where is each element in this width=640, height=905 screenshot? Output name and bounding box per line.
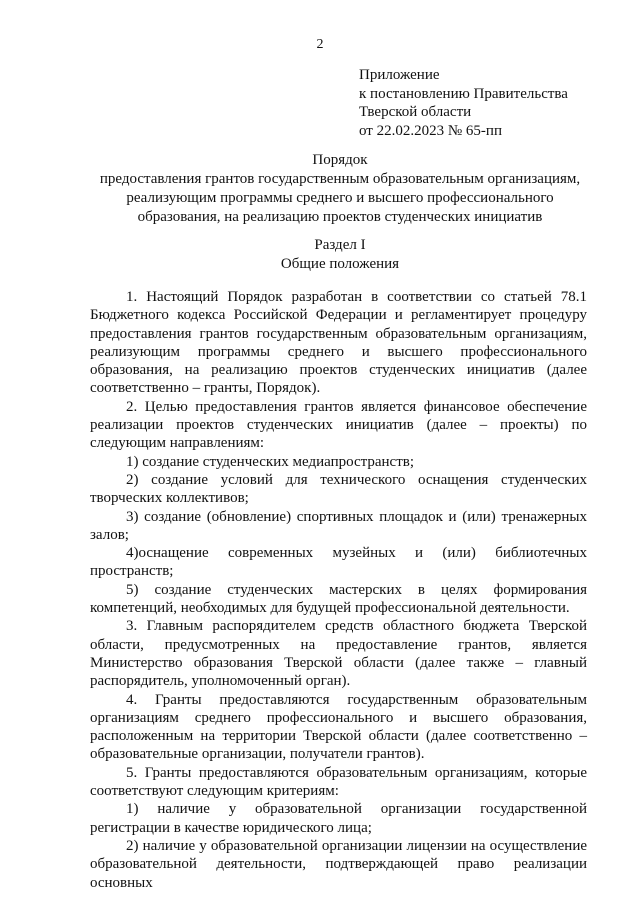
title-heading: Порядок <box>312 152 368 168</box>
paragraph: 3. Главным распорядителем средств областного бюджета Тверской области, предусмотренных на предоставление грантов, является Министерство образования Тверской области (далее также – главный распорядитель, уполномоченный орган). <box>90 618 587 690</box>
title-line-3: образования, на реализацию проектов студенческих инициатив <box>137 209 543 225</box>
paragraph: 1) создание студенческих медиапространств; <box>126 453 415 470</box>
appendix-line-4: от 22.02.2023 № 65-пп <box>359 122 502 139</box>
appendix-line-1: Приложение <box>359 67 440 83</box>
paragraph: 5) создание студенческих мастерских в целях формирования компетенций, необходимых для будущей профессиональной деятельности. <box>90 581 587 617</box>
appendix-line-2: к постановлению Правительства <box>359 85 568 102</box>
paragraph: 4. Гранты предоставляются государственным образовательным организациям среднего профессионального и высшего образования, расположенным на территории Тверской области (далее соответственно – образовательные организации, получатели грантов). <box>90 691 587 763</box>
paragraph: 3) создание (обновление) спортивных площадок и (или) тренажерных залов; <box>90 508 587 543</box>
title-line-2: реализующим программы среднего и высшего профессионального <box>126 190 554 206</box>
section-heading <box>90 236 590 274</box>
document-title <box>90 151 590 227</box>
paragraph: 1) наличие у образовательной организации государственной регистрации в качестве юридического лица; <box>90 801 587 836</box>
appendix-block <box>359 66 568 140</box>
appendix-line-3: Тверской области <box>359 104 472 120</box>
section-name: Общие положения <box>280 256 400 272</box>
paragraph: 2) наличие у образовательной организации лицензии на осуществление образовательной деятельности, подтверждающей право реализации основных <box>90 837 587 891</box>
section-number: Раздел I <box>314 237 366 253</box>
title-line-1: предоставления грантов государственным образовательным организациям, <box>99 171 581 187</box>
paragraph: 2. Целью предоставления грантов является финансовое обеспечение реализации проектов студенческих инициатив (далее – проекты) по следующим направлениям: <box>90 398 587 452</box>
paragraph: 4)оснащение современных музейных и (или) библиотечных пространств; <box>90 545 587 580</box>
paragraph: 1. Настоящий Порядок разработан в соответствии со статьей 78.1 Бюджетного кодекса Российской Федерации и регламентирует процедуру предоставления грантов государственным образовательным организациям, реализующим программы среднего и высшего профессионального образования, на реализацию проектов студенческих инициатив (далее соответственно – гранты, Порядок). <box>90 289 587 397</box>
paragraph: 2) создание условий для технического оснащения студенческих творческих коллективов; <box>90 471 587 507</box>
paragraph: 5. Гранты предоставляются образовательным организациям, которые соответствуют следующим критериям: <box>90 764 587 800</box>
document-body <box>90 288 587 892</box>
page-number: 2 <box>316 37 324 52</box>
